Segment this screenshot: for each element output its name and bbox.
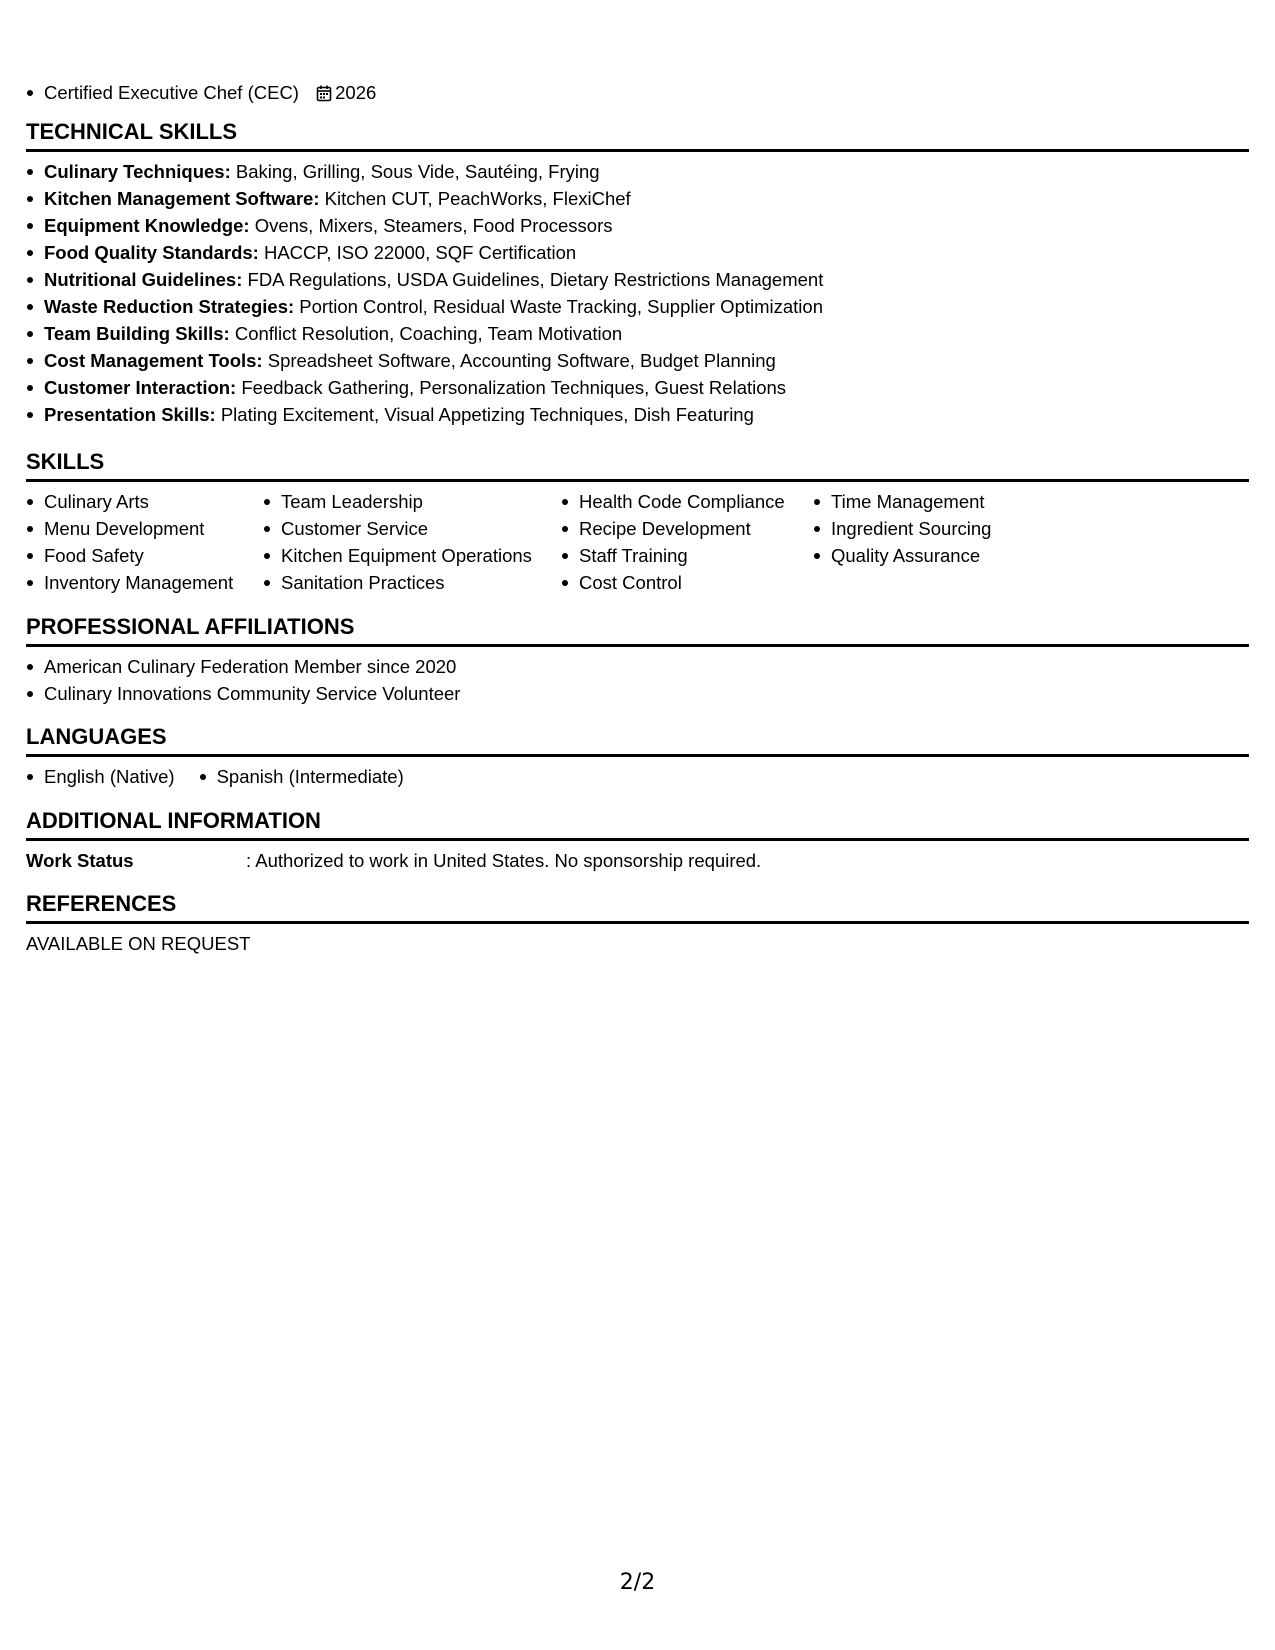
certification-year: 2026: [335, 82, 377, 103]
list-item: Time Management: [813, 488, 1073, 515]
skills-column: [263, 488, 561, 596]
list-item: Kitchen Equipment Operations: [263, 542, 561, 569]
additional-info-section: [26, 807, 1249, 874]
page-number: 2/2: [619, 1570, 656, 1595]
section-title: LANGUAGES: [26, 723, 1249, 757]
skills-columns: [26, 482, 1249, 596]
skill-label: Cost Management Tools:: [44, 350, 263, 371]
certification-name: Certified Executive Chef (CEC): [44, 82, 299, 103]
skill-label: Kitchen Management Software:: [44, 188, 320, 209]
affiliations-section: [26, 613, 1249, 707]
skill-value: Plating Excitement, Visual Appetizing Techniques, Dish Featuring: [215, 404, 754, 425]
skill-label: Customer Interaction:: [44, 377, 237, 398]
skill-value: Baking, Grilling, Sous Vide, Sautéing, Frying: [230, 161, 600, 182]
affiliations-list: [26, 647, 1249, 707]
section-title: PROFESSIONAL AFFILIATIONS: [26, 613, 1249, 647]
list-item: Staff Training: [561, 542, 813, 569]
skill-value: Kitchen CUT, PeachWorks, FlexiChef: [319, 188, 631, 209]
calendar-icon: [316, 82, 332, 109]
skills-column: [26, 488, 263, 596]
work-status-label: Work Status: [26, 850, 134, 871]
section-title: SKILLS: [26, 448, 1249, 482]
list-item: Health Code Compliance: [561, 488, 813, 515]
skill-label: Waste Reduction Strategies:: [44, 296, 295, 317]
list-item: Menu Development: [26, 515, 263, 542]
list-item: American Culinary Federation Member since 2020: [26, 653, 1249, 680]
list-item: Culinary Arts: [26, 488, 263, 515]
skill-value: Feedback Gathering, Personalization Techniques, Guest Relations: [236, 377, 787, 398]
skill-label: Team Building Skills:: [44, 323, 230, 344]
list-item: Recipe Development: [561, 515, 813, 542]
certification-list: [26, 79, 376, 109]
skills-column: [813, 488, 1073, 596]
list-item: Inventory Management: [26, 569, 263, 596]
section-title: ADDITIONAL INFORMATION: [26, 807, 1249, 841]
list-item: [26, 212, 1249, 239]
skill-value: Spreadsheet Software, Accounting Software, Budget Planning: [262, 350, 776, 371]
skill-label: Culinary Techniques:: [44, 161, 231, 182]
list-item: [26, 266, 1249, 293]
list-item: [26, 320, 1249, 347]
skill-value: HACCP, ISO 22000, SQF Certification: [258, 242, 577, 263]
skill-value: Portion Control, Residual Waste Tracking, Supplier Optimization: [294, 296, 823, 317]
languages-section: [26, 723, 1249, 790]
list-item: Culinary Innovations Community Service Volunteer: [26, 680, 1249, 707]
work-status-row: [26, 841, 1249, 874]
skill-value: Ovens, Mixers, Steamers, Food Processors: [249, 215, 613, 236]
technical-skills-list: [26, 152, 1249, 428]
skill-value: Conflict Resolution, Coaching, Team Motivation: [229, 323, 623, 344]
references-text: AVAILABLE ON REQUEST: [26, 933, 251, 954]
list-item: [26, 401, 1249, 428]
list-item: Spanish (Intermediate): [199, 763, 404, 790]
list-item: [26, 374, 1249, 401]
skills-section: [26, 448, 1249, 596]
section-title: TECHNICAL SKILLS: [26, 118, 1249, 152]
list-item: Team Leadership: [263, 488, 561, 515]
certification-item: [26, 79, 376, 109]
skill-label: Nutritional Guidelines:: [44, 269, 243, 290]
list-item: [26, 185, 1249, 212]
references-section: [26, 890, 1249, 957]
work-status-value: : Authorized to work in United States. No sponsorship required.: [246, 850, 762, 871]
languages-list: [26, 757, 1249, 790]
list-item: Sanitation Practices: [263, 569, 561, 596]
list-item: Ingredient Sourcing: [813, 515, 1073, 542]
list-item: English (Native): [26, 763, 175, 790]
skill-label: Equipment Knowledge:: [44, 215, 250, 236]
list-item: [26, 347, 1249, 374]
section-title: REFERENCES: [26, 890, 1249, 924]
list-item: Cost Control: [561, 569, 813, 596]
list-item: Food Safety: [26, 542, 263, 569]
skills-column: [561, 488, 813, 596]
list-item: [26, 158, 1249, 185]
skill-label: Food Quality Standards:: [44, 242, 259, 263]
list-item: [26, 239, 1249, 266]
list-item: [26, 293, 1249, 320]
list-item: Quality Assurance: [813, 542, 1073, 569]
skill-value: FDA Regulations, USDA Guidelines, Dietary Restrictions Management: [242, 269, 824, 290]
list-item: Customer Service: [263, 515, 561, 542]
skill-label: Presentation Skills:: [44, 404, 216, 425]
technical-skills-section: [26, 118, 1249, 428]
